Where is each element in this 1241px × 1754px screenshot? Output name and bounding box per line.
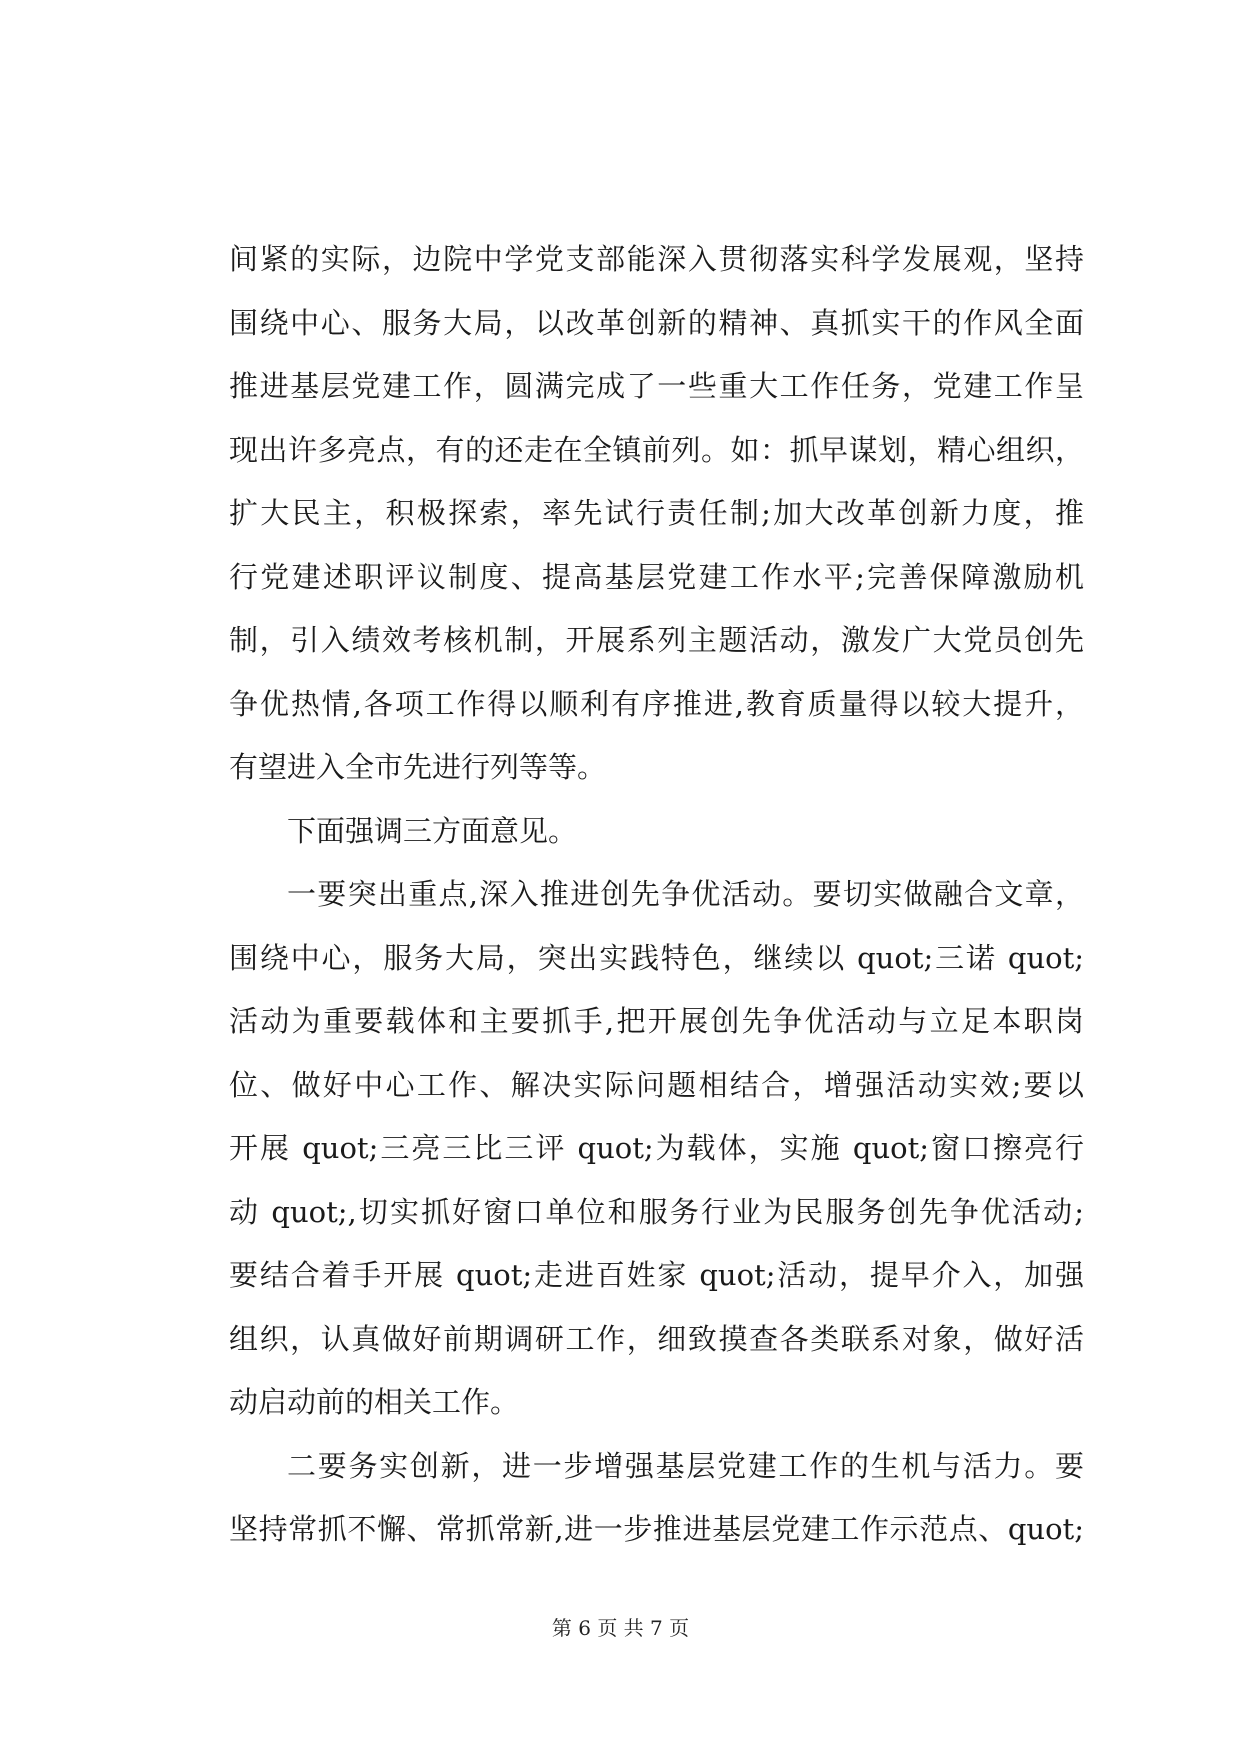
text-line: 制，引入绩效考核机制，开展系列主题活动，激发广大党员创先 [229,623,1084,657]
document-body [229,228,1084,1562]
text-line: 位、做好中心工作、解决实际问题相结合，增强活动实效;要以 [229,1067,1084,1102]
text-line: 一要突出重点,深入推进创先争优活动。要切实做融合文章， [287,877,1084,911]
text-line: 动启动前的相关工作。 [229,1385,520,1419]
text-line: 下面强调三方面意见。 [287,813,578,848]
text-line: 争优热情,各项工作得以顺利有序推进,教育质量得以较大提升， [229,686,1084,721]
text-line: 扩大民主，积极探索，率先试行责任制;加大改革创新力度，推 [229,496,1084,530]
text-line: 围绕中心、服务大局，以改革创新的精神、真抓实干的作风全面 [229,305,1084,340]
text-line: 开展 quot;三亮三比三评 quot;为载体，实施 quot;窗口擦亮行 [229,1131,1084,1165]
text-line: 要结合着手开展 quot;走进百姓家 quot;活动，提早介入，加强 [229,1258,1084,1292]
text-line: 间紧的实际，边院中学党支部能深入贯彻落实科学发展观，坚持 [229,242,1084,276]
text-line: 动 quot;,切实抓好窗口单位和服务行业为民服务创先争优活动; [229,1194,1084,1229]
text-line: 组织，认真做好前期调研工作，细致摸查各类联系对象，做好活 [229,1321,1084,1356]
text-line: 现出许多亮点，有的还走在全镇前列。如：抓早谋划，精心组织， [229,432,1084,467]
text-line: 有望进入全市先进行列等等。 [229,750,607,784]
text-line: 坚持常抓不懈、常抓常新,进一步推进基层党建工作示范点、quot; [229,1512,1084,1546]
text-line: 围绕中心，服务大局，突出实践特色，继续以 quot;三诺 quot; [229,940,1084,975]
text-line: 行党建述职评议制度、提高基层党建工作水平;完善保障激励机 [229,559,1084,594]
text-line: 活动为重要载体和主要抓手,把开展创先争优活动与立足本职岗 [229,1004,1084,1038]
page-footer: 第 6 页 共 7 页 [551,1616,690,1640]
text-line: 推进基层党建工作，圆满完成了一些重大工作任务，党建工作呈 [229,369,1084,403]
text-line: 二要务实创新，进一步增强基层党建工作的生机与活力。要 [287,1448,1084,1483]
